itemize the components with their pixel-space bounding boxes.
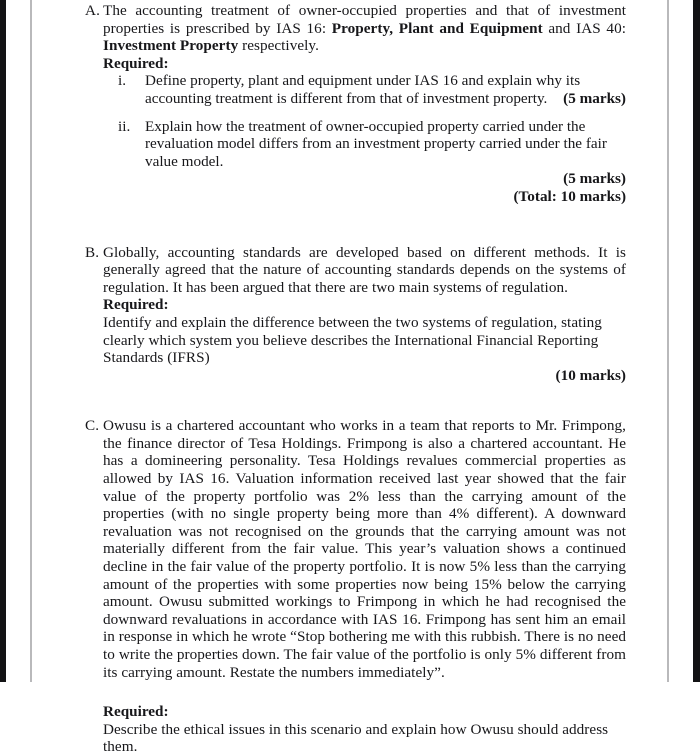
question-a-item-i — [103, 72, 626, 107]
item-text-i — [145, 72, 626, 107]
question-c-required-text: Describe the ethical issues in this scenario and explain how Owusu should address them. — [103, 720, 609, 756]
question-a-standard-ias40: Investment Property — [103, 37, 239, 55]
question-section-a — [36, 2, 664, 206]
required-heading-b: Required: — [103, 296, 169, 314]
question-a-intro-part2: and IAS 40: — [542, 19, 626, 37]
marks-a-i: (5 marks) — [563, 89, 626, 107]
question-section-c — [36, 417, 664, 756]
required-heading-a: Required: — [103, 54, 169, 72]
question-a-standard-ias16: Property, Plant and Equipment — [331, 19, 543, 37]
question-letter-a: A. — [85, 2, 100, 19]
marks-a-total: (Total: 10 marks) — [513, 187, 626, 205]
question-a-intro-part1: The accounting treatment of owner-occupied properties and that of investment properties is prescribed by IAS 16: — [103, 2, 626, 37]
question-b-required-text: Identify and explain the difference between the two systems of regulation, stating clearly which system you believe describes the International Financial Reporting Standards (IFRS) — [103, 313, 602, 367]
marks-a-ii: (5 marks) — [563, 170, 626, 188]
question-a-item-ii — [103, 118, 626, 206]
item-i-body: Define property, plant and equipment under IAS 16 and explain why its accounting treatment is different from that of investment property. — [145, 72, 581, 107]
question-b-intro: Globally, accounting standards are developed based on different methods. It is generally agreed that the nature of accounting standards depends on the systems of regulation. It has been argued that there are two main systems of regulation. — [103, 243, 626, 296]
question-letter-c: C. — [85, 417, 100, 435]
question-c-scenario: Owusu is a chartered accountant who works in a team that reports to Mr. Frimpong, the finance director of Tesa Holdings. Frimpong is also a chartered accountant. He has a domineering personality. Tesa Holdings revalues commercial properties as allowed by IAS 16. Valuation information received last year showed that the fair value of the property portfolio was 2% less than the carrying amount of the properties (with no single property being more than 4% different). A downward revaluation was not recognised on the grounds that the carrying amount was not materially different from the fair value. This year’s valuation shows a continued decline in the fair value of the property portfolio. It is now 5% less than the carrying amount of the properties with some properties now being 15% below the carrying amount. Owusu submitted workings to Frimpong in which he had recognised the downward revaluations in accordance with IAS 16. Frimpong has sent him an email in response in which he wrote “Stop bothering me with this rubbish. There is no need to write the properties down. The fair value of the portfolio is only 5% different from its carrying amount. Restate the numbers immediately”. — [103, 417, 626, 681]
question-a-intro — [103, 2, 626, 55]
scan-edge-right — [693, 0, 700, 682]
page-rule-right — [667, 0, 669, 682]
page-rule-left — [30, 0, 32, 682]
question-a-intro-part3: respectively. — [238, 37, 319, 55]
page-content — [36, 0, 664, 756]
item-marker-ii: ii. — [118, 117, 131, 135]
marks-b: (10 marks) — [555, 366, 626, 384]
scan-edge-left — [0, 0, 6, 682]
question-letter-b: B. — [85, 243, 100, 261]
required-heading-c: Required: — [103, 703, 169, 721]
item-text-ii: Explain how the treatment of owner-occupied property carried under the revaluation model differs from an investment property carried under the fair value model. — [145, 117, 607, 170]
item-marker-i: i. — [118, 72, 127, 90]
question-section-b — [36, 244, 664, 385]
